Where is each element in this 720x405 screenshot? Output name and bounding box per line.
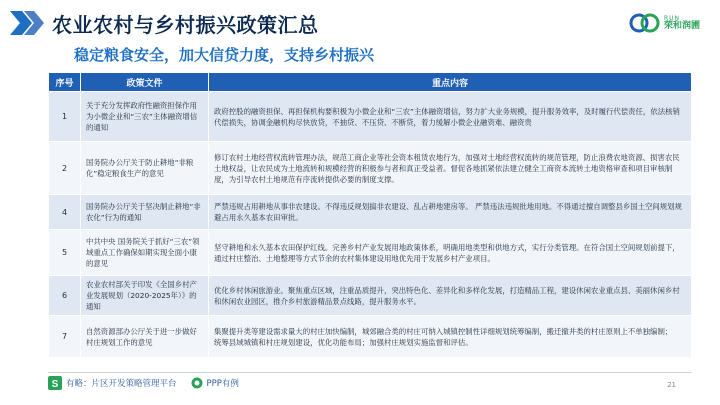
- row-content: 集聚提升类等建设需求量大的村庄加快编制，城郊融合类的村庄可纳入城镇控制性详细规划统筹编制，搬迁撤并类的村庄原则上不单独编制； 统筹县域城镇和村庄规划建设，优化功能布局；加强村庄规划实施监督和评估。: [209, 316, 692, 358]
- row-content: 优化乡村休闲旅游业。聚焦重点区域，注重品质提升，突出特色化、差异化和多样化发展，打造精品工程，建设休闲农业重点县、美丽休闲乡村和休闲农业园区，推介乡村旅游精品景点线路，提升服务水平。: [209, 276, 692, 316]
- svg-text:S: S: [51, 379, 59, 390]
- row-doc: 农业农村部关于印发《全国乡村产业发展规划（2020-2025年）》的通知: [81, 276, 209, 316]
- row-doc: 国务院办公厅关于坚决制止耕地“非农化”行为的通知: [81, 195, 209, 230]
- footer: [48, 376, 239, 390]
- logo-small-text: RUN: [663, 14, 681, 22]
- ppp-icon: [191, 377, 203, 389]
- chevron-banner-icon: [10, 9, 46, 37]
- footer-divider: [48, 372, 692, 373]
- logo-rings-icon: [628, 12, 662, 34]
- column-header-content: 重点内容: [209, 73, 692, 92]
- table-row: [49, 316, 692, 358]
- row-num: 7: [49, 316, 81, 358]
- column-header-num: 序号: [49, 73, 81, 92]
- table-header-row: [49, 73, 692, 92]
- row-doc: 关于充分发挥政府性融资担保作用 为小微企业和“三农”主体融资增信的通知: [81, 92, 209, 142]
- row-num: 4: [49, 195, 81, 230]
- row-content: 政府控股的融资担保、再担保机构要积极为小微企业和“三农”主体融资增信，努力扩大业务规模，提升服务效率，及时履行代偿责任，依法核销代偿损失，协调金融机构尽快放贷，不抽贷、不压贷、不断贷，着力缓解小微企业融资难、融资贵: [209, 92, 692, 142]
- title-bar: [10, 6, 319, 40]
- page-subtitle: 稳定粮食安全，加大信贷力度，支持乡村振兴: [74, 46, 375, 64]
- row-content: 严禁违规占用耕地从事非农建设。不得违反规划搞非农建设、乱占耕地建房等。 严禁违法违规批地用地。不得通过擅自调整县乡国土空间规划规避占用永久基本农田审批。: [209, 195, 692, 230]
- row-num: 5: [49, 230, 81, 276]
- logo-name: 荣和润圃: [663, 20, 700, 31]
- policy-table: [48, 72, 692, 358]
- table-row: [49, 276, 692, 316]
- row-doc: 自然资源部办公厅关于进一步做好村庄规划工作的意见: [81, 316, 209, 358]
- page-number: 21: [667, 381, 676, 389]
- row-doc: 国务院办公厅关于防止耕地“非粮化”稳定粮食生产的意见: [81, 142, 209, 195]
- table-row: [49, 230, 692, 276]
- brand-logo: [628, 12, 700, 34]
- page-title: 农业农村与乡村振兴政策汇总: [52, 12, 319, 37]
- row-content: 坚守耕地和永久基本农田保护红线。完善乡村产业发展用地政策体系，明确用地类型和供地方式，实行分类管理。在符合国土空间规划前提下，通过村庄整治、土地整理等方式节余的农村集体建设用地优先用于发展乡村产业项目。: [209, 230, 692, 276]
- row-num: 2: [49, 142, 81, 195]
- footer-brand: 有略：片区开发策略管理平台: [66, 379, 177, 389]
- table-row: [49, 92, 692, 142]
- row-num: 1: [49, 92, 81, 142]
- table-row: [49, 195, 692, 230]
- row-content: 修订农村土地经营权流转管理办法，规范工商企业等社会资本租赁农地行为，加强对土地经营权流转的规范管理，防止浪费农地资源、损害农民土地权益，让农民成为土地流转和规模经营的积极参与者和真正受益者。督促各地抓紧依法建立健全工商资本流转土地资格审查和项目审核制度，为引导农村土地规范有序流转提供必要的制度支撑。: [209, 142, 692, 195]
- column-header-doc: 政策文件: [81, 73, 209, 92]
- row-num: 6: [49, 276, 81, 316]
- footer-sub: PPP有例: [206, 379, 239, 389]
- row-doc: 中共中央 国务院关于抓好“三农”领域重点工作确保如期实现全面小康的意见: [81, 230, 209, 276]
- table-row: [49, 142, 692, 195]
- brand-s-icon: [48, 376, 62, 390]
